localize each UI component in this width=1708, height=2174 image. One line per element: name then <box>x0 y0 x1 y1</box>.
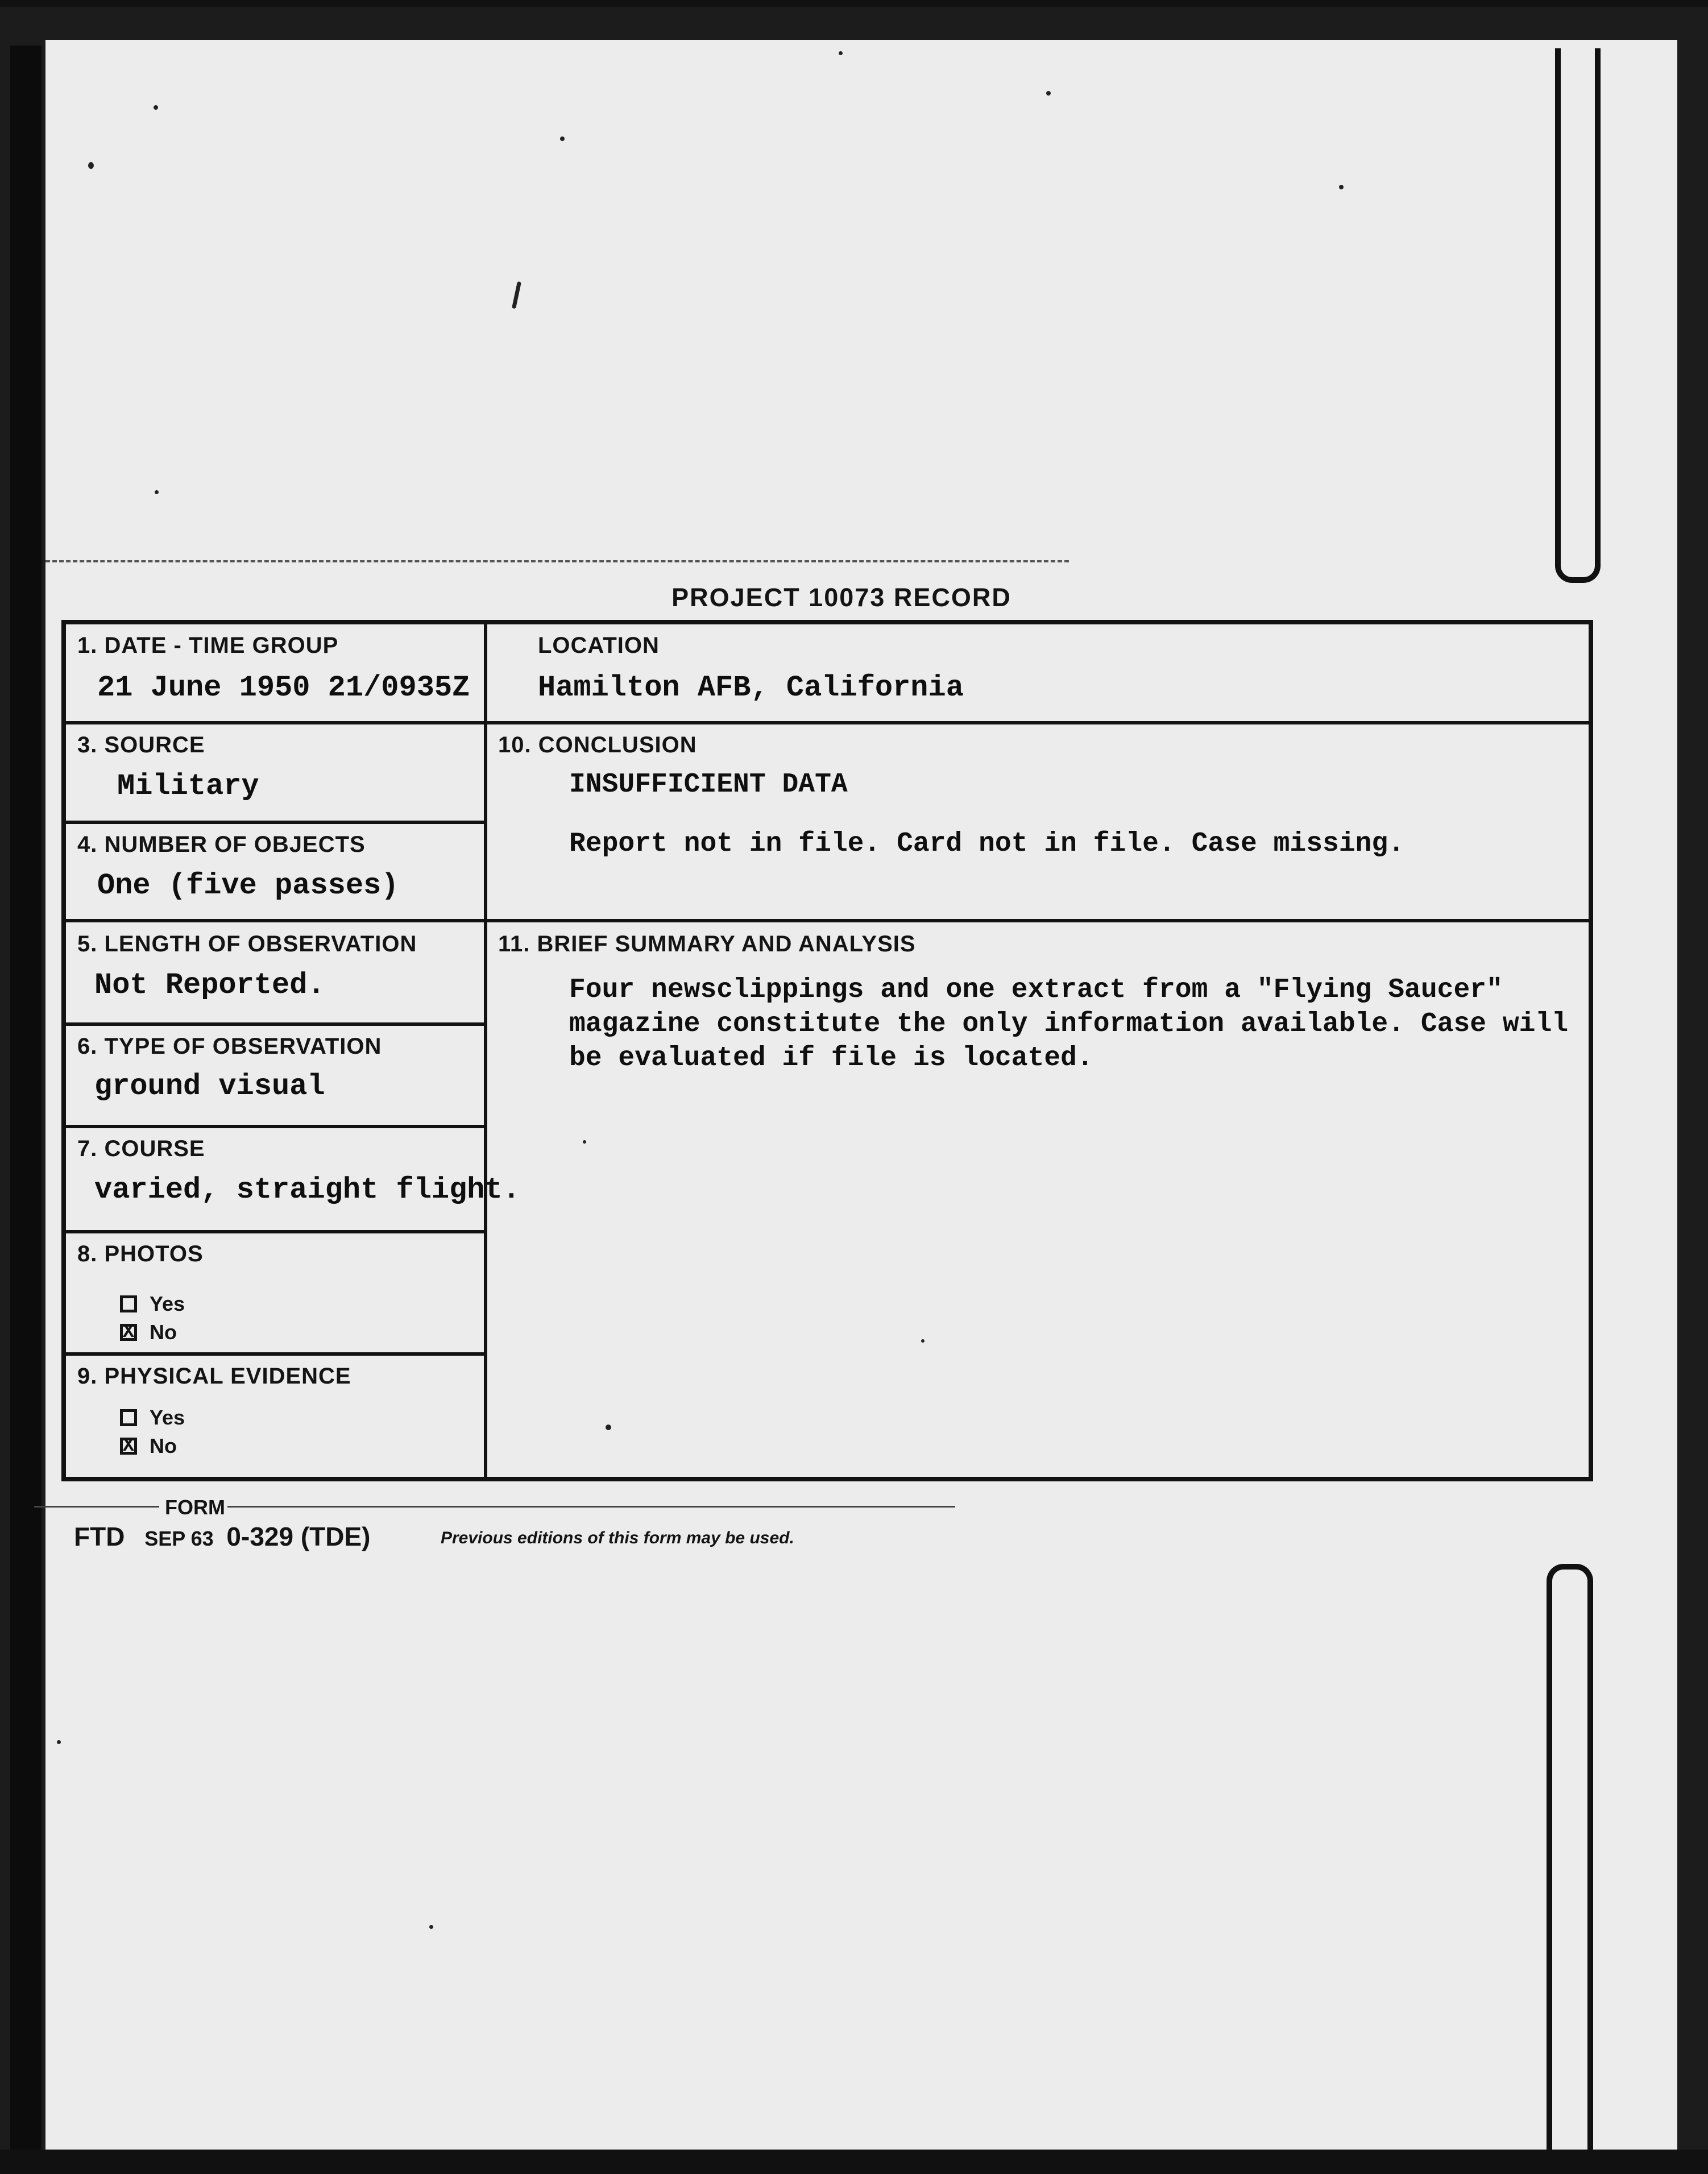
row-divider <box>66 919 1589 922</box>
column-divider <box>484 624 487 1477</box>
row-divider <box>66 1230 486 1233</box>
photos-label: 8. PHOTOS <box>77 1241 204 1266</box>
summary-cell <box>498 931 1570 1075</box>
row-divider <box>66 1352 486 1356</box>
scan-speck <box>560 136 565 141</box>
row-divider <box>66 721 1589 724</box>
length-of-observation-label: 5. LENGTH OF OBSERVATION <box>77 931 417 956</box>
date-time-group-cell <box>77 633 470 705</box>
scan-speck <box>154 105 158 110</box>
number-of-objects-value: One (five passes) <box>97 869 399 902</box>
scan-speck <box>1046 91 1051 96</box>
conclusion-note: Report not in file. Card not in file. Case missing. <box>569 829 1405 859</box>
date-time-group-label: 1. DATE - TIME GROUP <box>77 633 339 658</box>
source-label: 3. SOURCE <box>77 732 205 757</box>
record-title: PROJECT 10073 RECORD <box>671 583 1011 612</box>
source-value: Military <box>117 769 259 803</box>
binder-clip-bottom <box>1547 1564 1593 2167</box>
physical-evidence-yes-label: Yes <box>150 1406 185 1429</box>
photos-no-checkbox: X <box>120 1324 137 1341</box>
conclusion-label: 10. CONCLUSION <box>498 732 697 757</box>
form-note: Previous editions of this form may be used. <box>441 1529 794 1547</box>
length-of-observation-value: Not Reported. <box>94 968 325 1002</box>
form-id: FTD <box>74 1522 125 1551</box>
location-label: LOCATION <box>538 633 660 658</box>
form-date: SEP 63 <box>144 1527 214 1550</box>
form-word: FORM <box>165 1496 225 1519</box>
binder-clip-top <box>1555 48 1601 583</box>
form-identifier <box>74 1521 371 1552</box>
footer-rule <box>34 1506 159 1508</box>
scan-speck <box>57 1740 61 1744</box>
conclusion-value: INSUFFICIENT DATA <box>569 769 848 800</box>
scan-speck <box>839 51 843 55</box>
summary-label: 11. BRIEF SUMMARY AND ANALYSIS <box>498 931 916 956</box>
physical-evidence-option-no <box>120 1432 351 1460</box>
physical-evidence-no-checkbox: X <box>120 1438 137 1455</box>
dashed-divider <box>45 560 1069 562</box>
scan-bottom-edge <box>0 2150 1708 2174</box>
type-of-observation-label: 6. TYPE OF OBSERVATION <box>77 1034 382 1059</box>
photos-no-label: No <box>150 1320 177 1344</box>
row-divider <box>66 1022 486 1026</box>
physical-evidence-no-label: No <box>150 1434 177 1457</box>
footer-rule <box>227 1506 955 1508</box>
physical-evidence-label: 9. PHYSICAL EVIDENCE <box>77 1364 351 1389</box>
length-of-observation-cell <box>77 931 417 1002</box>
photos-yes-label: Yes <box>150 1292 185 1315</box>
conclusion-cell <box>498 732 1404 859</box>
photos-option-no <box>120 1318 204 1347</box>
scan-speck <box>429 1925 433 1929</box>
location-cell <box>527 633 964 705</box>
scan-left-edge <box>10 45 42 2150</box>
record-form <box>61 620 1593 1481</box>
course-label: 7. COURSE <box>77 1136 205 1161</box>
form-number: 0-329 (TDE) <box>226 1522 371 1551</box>
row-divider <box>66 821 486 824</box>
physical-evidence-yes-checkbox <box>120 1409 137 1426</box>
row-divider <box>66 1125 486 1128</box>
scan-speck <box>88 162 94 169</box>
photos-option-yes <box>120 1290 204 1318</box>
type-of-observation-cell <box>77 1034 382 1103</box>
course-cell <box>77 1136 520 1207</box>
type-of-observation-value: ground visual <box>94 1070 325 1103</box>
scan-speck <box>1339 185 1344 189</box>
source-cell <box>77 732 259 803</box>
number-of-objects-label: 4. NUMBER OF OBJECTS <box>77 832 366 857</box>
photos-cell <box>77 1241 204 1347</box>
scan-speck <box>155 490 159 494</box>
physical-evidence-cell <box>77 1364 351 1460</box>
summary-text: Four newsclippings and one extract from a "Flying Saucer" magazine constitute the only information available. Case will be evaluated if file is located. <box>569 975 1569 1074</box>
course-value: varied, straight flight. <box>94 1173 520 1207</box>
location-value: Hamilton AFB, California <box>538 671 964 705</box>
physical-evidence-option-yes <box>120 1403 351 1432</box>
date-time-group-value: 21 June 1950 21/0935Z <box>97 671 470 705</box>
scan-top-edge <box>0 0 1708 7</box>
photos-yes-checkbox <box>120 1295 137 1312</box>
number-of-objects-cell <box>77 832 399 902</box>
